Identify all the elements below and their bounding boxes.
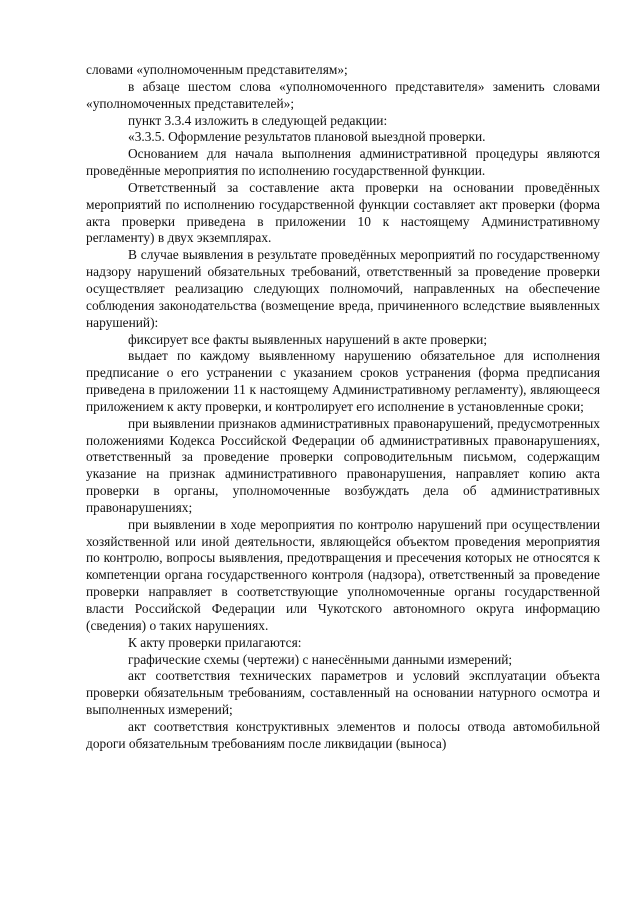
paragraph-attachment-structural-act: акт соответствия конструктивных элементов и полосы отвода автомобильной дороги обязательным требованиям после ликвидации (выноса): [86, 718, 600, 751]
paragraph-punkt-3-3-4: пункт 3.3.4 изложить в следующей редакции:: [128, 112, 388, 128]
paragraph-responsible-act: Ответственный за составление акта проверки на основании проведённых мероприятий по исполнению государственной функции составляет акт проверки (форма акта проверки приведена в приложении 10 к настоящему Административному регламенту) в двух экземплярах.: [86, 179, 600, 246]
paragraph-attachment-schemes: графические схемы (чертежи) с нанесёнными данными измерений;: [128, 651, 513, 667]
paragraph-issues-order: выдает по каждому выявленному нарушению обязательное для исполнения предписание о его устранении с указанием сроков устранения (форма предписания приведена в приложении 11 к настоящему Административному регламенту), являющееся приложением к акту проверки, и контролирует его исполнение в установленные сроки;: [86, 348, 600, 414]
paragraph-basis: Основанием для начала выполнения административной процедуры являются проведённые мероприятия по исполнению государственной функции.: [86, 146, 600, 179]
paragraph-heading-3-3-5: «3.3.5. Оформление результатов плановой выездной проверки.: [128, 129, 486, 145]
paragraph-fixes-facts: фиксирует все факты выявленных нарушений в акте проверки;: [128, 331, 488, 347]
paragraph-amendment-abzats-6: в абзаце шестом слова «уполномоченного представителя» заменить словами «уполномоченных представителей»;: [86, 78, 600, 111]
paragraph-other-violations: при выявлении в ходе мероприятия по контролю нарушений при осуществлении хозяйственной или иной деятельности, являющейся объектом проведения мероприятия по контролю, вопросы выявления, предотвращения и пресечения которых не относятся к компетенции органа государственного контроля (надзора), ответственный за проведение проверки направляет в соответствующие уполномоченные органы государственной власти Российской Федерации или Чукотского автономного округа информацию (сведения) о таких нарушениях.: [86, 516, 600, 633]
paragraph-administrative-offenses: при выявлении признаков административных правонарушений, предусмотренных положениями Кодекса Российской Федерации об административных правонарушениях, ответственный за проведение проверки сопроводительным письмом, содержащим указание на признак административного правонарушения, направляет копию акта проверки в органы, уполномоченные возбуждать дела об административных правонарушениях;: [86, 415, 600, 515]
paragraph-attachment-technical-act: акт соответствия технических параметров и условий эксплуатации объекта проверки обязательным требованиям, составленный на основании натурного осмотра и выполненных измерений;: [86, 668, 600, 718]
paragraph-attachments-intro: К акту проверки прилагаются:: [128, 634, 302, 650]
paragraph-violations-case: В случае выявления в результате проведённых мероприятий по государственному надзору нарушений обязательных требований, ответственный за проведение проверки осуществляет реализацию следующих полномочий, направленных на обеспечение соблюдения законодательства (возмещение вреда, причиненного вследствие выявленных нарушений):: [86, 247, 600, 330]
document-page: [86, 62, 600, 753]
paragraph-continuation: словами «уполномоченным представителям»;: [86, 62, 348, 77]
